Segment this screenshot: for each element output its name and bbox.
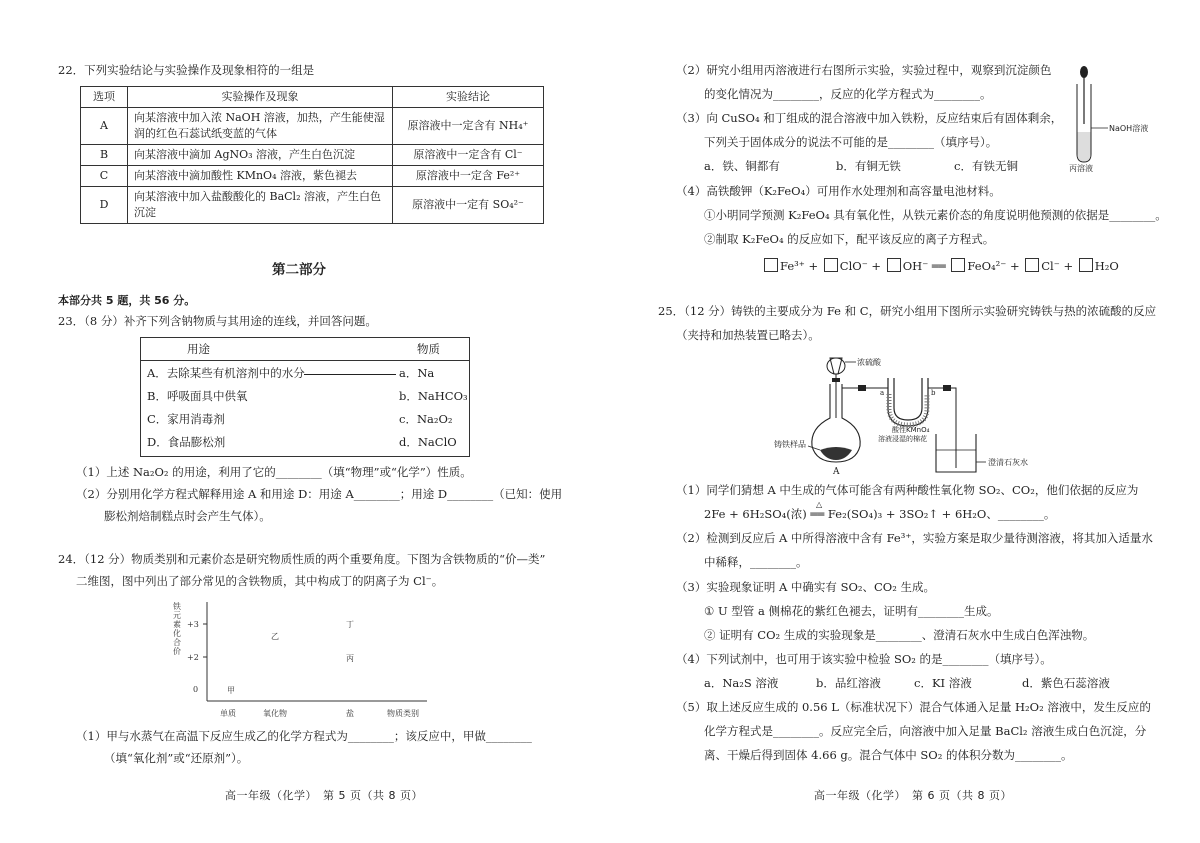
table-header: 实验结论 xyxy=(393,87,544,108)
table-header-row xyxy=(81,87,544,108)
col-header-substance: 物质 xyxy=(417,342,440,356)
y-axis-label: 铁 元 素 化 合 价 xyxy=(173,602,181,656)
use-item: B．呼吸面具中供氧 xyxy=(147,389,248,403)
x-tick-label: 氧化物 xyxy=(263,709,287,718)
substance-item: b．NaHCO₃ xyxy=(399,389,468,403)
part2-intro: 本部分共 5 题，共 56 分。 xyxy=(58,294,196,307)
label-A: A xyxy=(833,467,840,477)
q22-table xyxy=(80,86,544,224)
label-cotton: 溶液浸湿的棉花 xyxy=(878,435,927,443)
blank-box[interactable] xyxy=(1025,258,1039,272)
label-kmno4: 酸性KMnO₄ xyxy=(892,426,930,434)
q25-sub1-line1: （1）同学们猜想 A 中生成的气体可能含有两种酸性氧化物 SO₂、CO₂，他们依据的反应为 xyxy=(676,483,1139,497)
use-item: D．食品膨松剂 xyxy=(147,435,226,449)
table-cell xyxy=(128,107,393,144)
q25-sub2-line1: （2）检测到反应后 A 中所得溶液中含有 Fe³⁺，实验方案是取少量待测溶液，将其加入适量水 xyxy=(676,531,1153,545)
label-limewater: 澄清石灰水 xyxy=(988,458,1028,467)
col-header-use: 用途 xyxy=(187,342,210,356)
stopcock xyxy=(832,378,840,382)
q25-sub1-line2: 2Fe + 6H₂SO₄(浓) ══ Fe₂(SO₄)₃ + 3SO₂↑ + 6H₂O、________。 xyxy=(704,507,1056,521)
table-cell: D xyxy=(81,186,128,223)
option: a．铁、铜都有 xyxy=(704,159,780,173)
solution xyxy=(1078,132,1091,162)
eq-term: H₂O xyxy=(1094,259,1119,273)
page-footer: 高一年级（化学） 第 5 页（共 8 页） xyxy=(225,789,423,802)
table-cell: 向某溶液中滴加酸性 KMnO₄ 溶液，紫色褪去 xyxy=(128,165,393,186)
q25-sub5-line1: （5）取上述反应生成的 0.56 L（标准状况下）混合气体通入足量 H₂O₂ 溶液中，发生反应的 xyxy=(676,700,1151,714)
q24-stem-line1: 24．（12 分）物质类别和元素价态是研究物质性质的两个重要角度。下图为含铁物质的“价—类” xyxy=(58,552,546,566)
heating-symbol: △ xyxy=(816,500,823,509)
table-cell: 原溶液中一定含有 NH₄⁺ xyxy=(393,107,544,144)
q24-sub1-line2: （填“氧化剂”或“还原剂”）。 xyxy=(104,751,249,765)
op-line: 沉淀 xyxy=(134,205,156,219)
table-row xyxy=(81,186,544,223)
y-tick-label: +3 xyxy=(187,620,199,629)
option: d．紫色石蕊溶液 xyxy=(1022,676,1110,690)
table-cell: 原溶液中一定含有 Cl⁻ xyxy=(393,144,544,165)
use-item: A．去除某些有机溶剂中的水分 xyxy=(147,366,305,380)
option: c．有铁无铜 xyxy=(954,159,1018,173)
table-cell: 原溶液中一定含 Fe²⁺ xyxy=(393,165,544,186)
eq-term: OH⁻ ══ xyxy=(902,259,946,273)
connecting-line xyxy=(304,374,396,375)
table-row xyxy=(81,107,544,144)
eq-term: Fe³⁺ + xyxy=(780,259,819,273)
table-header: 选项 xyxy=(81,87,128,108)
q25-sub3-line3: ② 证明有 CO₂ 生成的实验现象是________、澄清石灰水中生成白色浑浊物。 xyxy=(704,628,1095,642)
point-jia: 甲 xyxy=(227,686,235,695)
point-ding: 丁 xyxy=(346,620,354,629)
substance-item: a．Na xyxy=(399,366,435,380)
cast-iron-sample xyxy=(820,447,852,460)
q25-sub2-line2: 中稀释，________。 xyxy=(704,555,808,569)
divider xyxy=(141,360,469,361)
ionic-equation xyxy=(762,258,1119,274)
op-line: 润的红色石蕊试纸变蓝的气体 xyxy=(134,126,277,140)
label-conc-acid: 浓硫酸 xyxy=(857,358,881,367)
label-bing-solution: 丙溶液 xyxy=(1069,164,1093,173)
q24-sub2-line2: 的变化情况为________，反应的化学方程式为________。 xyxy=(704,87,992,101)
use-item: C．家用消毒剂 xyxy=(147,412,225,426)
blank-box[interactable] xyxy=(824,258,838,272)
test-tube-figure xyxy=(1062,62,1190,174)
x-tick-label: 单质 xyxy=(220,709,236,718)
option: a．Na₂S 溶液 xyxy=(704,676,779,690)
q24-sub2-line1: （2）研究小组用丙溶液进行右图所示实验，实验过程中，观察到沉淀颜色 xyxy=(676,63,1052,77)
table-row xyxy=(81,165,544,186)
q22-stem: 22．下列实验结论与实验操作及现象相符的一组是 xyxy=(58,63,315,77)
outlet-tube xyxy=(928,388,956,468)
blank-box[interactable] xyxy=(764,258,778,272)
q25-sub4-line1: （4）下列试剂中，也可用于该实验中检验 SO₂ 的是________（填序号）。 xyxy=(676,652,1052,666)
q23-stem: 23．（8 分）补齐下列含钠物质与其用途的连线，并回答问题。 xyxy=(58,314,377,328)
q25-sub5-line3: 离、干燥后得到固体 4.66 g。混合气体中 SO₂ 的体积分数为________。 xyxy=(704,748,1073,762)
q25-stem-line2: （夹持和加热装置已略去）。 xyxy=(676,328,820,342)
substance-item: d．NaClO xyxy=(399,435,457,449)
option: b．品红溶液 xyxy=(816,676,881,690)
op-line: 向某溶液中加入浓 NaOH 溶液，加热，产生能使湿 xyxy=(134,110,385,124)
point-yi: 乙 xyxy=(271,632,279,641)
q25-sub3-line2: ① U 型管 a 侧棉花的紫红色褪去，证明有________生成。 xyxy=(704,604,999,618)
apparatus-figure xyxy=(774,350,1040,478)
table-cell: A xyxy=(81,107,128,144)
table-cell xyxy=(128,186,393,223)
blank-box[interactable] xyxy=(887,258,901,272)
funnel xyxy=(830,358,842,374)
q23-matching-box xyxy=(140,337,470,457)
option: b．有铜无铁 xyxy=(836,159,901,173)
leader-line xyxy=(808,446,820,450)
dropper-bulb xyxy=(1080,66,1088,78)
page-footer: 高一年级（化学） 第 6 页（共 8 页） xyxy=(814,789,1012,802)
table-cell: 原溶液中一定有 SO₄²⁻ xyxy=(393,186,544,223)
table-cell: 向某溶液中滴加 AgNO₃ 溶液，产生白色沉淀 xyxy=(128,144,393,165)
q24-stem-line2: 二维图，图中列出了部分常见的含铁物质，其中构成丁的阴离子为 Cl⁻。 xyxy=(76,574,444,588)
table-header: 实验操作及现象 xyxy=(128,87,393,108)
u-tube-inner xyxy=(894,378,922,420)
y-tick-label: +2 xyxy=(187,653,199,662)
eq-term: ClO⁻ + xyxy=(839,259,882,273)
label-a: a xyxy=(880,389,885,397)
q24-sub4-line3: ②制取 K₂FeO₄ 的反应如下，配平该反应的离子方程式。 xyxy=(704,232,995,246)
label-b: b xyxy=(931,389,936,397)
valence-class-diagram xyxy=(165,597,440,722)
eq-term: Cl⁻ + xyxy=(1041,259,1074,273)
rubber-joint xyxy=(858,385,866,391)
option: c．KI 溶液 xyxy=(914,676,972,690)
eq-term: FeO₄²⁻ + xyxy=(967,259,1020,273)
rubber-joint xyxy=(943,385,951,391)
q24-sub4-line1: （4）高铁酸钾（K₂FeO₄）可用作水处理剂和高容量电池材料。 xyxy=(676,184,1001,198)
q23-sub2-line1: （2）分别用化学方程式解释用途 A 和用途 D：用途 A________；用途 D________（已知：使用 xyxy=(76,487,563,501)
x-tick-label: 盐 xyxy=(346,709,354,718)
label-sample: 铸铁样品 xyxy=(774,440,806,449)
label-naoh: NaOH溶液 xyxy=(1109,124,1149,133)
blank-box[interactable] xyxy=(1079,258,1093,272)
q24-sub4-line2: ①小明同学预测 K₂FeO₄ 具有氧化性，从铁元素价态的角度说明他预测的依据是________。 xyxy=(704,208,1167,222)
table-cell: C xyxy=(81,165,128,186)
blank-box[interactable] xyxy=(951,258,965,272)
substance-item: c．Na₂O₂ xyxy=(399,412,453,426)
op-line: 向某溶液中加入盐酸酸化的 BaCl₂ 溶液，产生白色 xyxy=(134,189,381,203)
right-page xyxy=(600,0,1200,843)
point-bing: 丙 xyxy=(346,654,354,663)
table-cell: B xyxy=(81,144,128,165)
q23-sub1: （1）上述 Na₂O₂ 的用途，利用了它的________（填“物理”或“化学”）性质。 xyxy=(76,465,472,479)
q23-sub2-line2: 膨松剂焙制糕点时会产生气体）。 xyxy=(104,509,271,523)
q24-sub1-line1: （1）甲与水蒸气在高温下反应生成乙的化学方程式为________；该反应中，甲做________ xyxy=(76,729,532,743)
q24-sub3-line1: （3）向 CuSO₄ 和丁组成的混合溶液中加入铁粉，反应结束后有固体剩余， xyxy=(676,111,1063,125)
q25-sub5-line2: 化学方程式是________。反应完全后，向溶液中加入足量 BaCl₂ 溶液生成白色沉淀，分 xyxy=(704,724,1147,738)
x-axis-title: 物质类别 xyxy=(387,709,419,718)
part2-title: 第二部分 xyxy=(272,262,326,278)
table-row xyxy=(81,144,544,165)
q24-sub3-line2: 下列关于固体成分的说法不可能的是________（填序号）。 xyxy=(704,135,998,149)
y-tick-label: 0 xyxy=(193,685,199,694)
funnel-bulb xyxy=(827,358,845,374)
q25-stem-line1: 25．（12 分）铸铁的主要成分为 Fe 和 C，研究小组用下图所示实验研究铸铁与热的浓硫酸的反应 xyxy=(658,304,1157,318)
q25-sub3-line1: （3）实验现象证明 A 中确实有 SO₂、CO₂ 生成。 xyxy=(676,580,935,594)
